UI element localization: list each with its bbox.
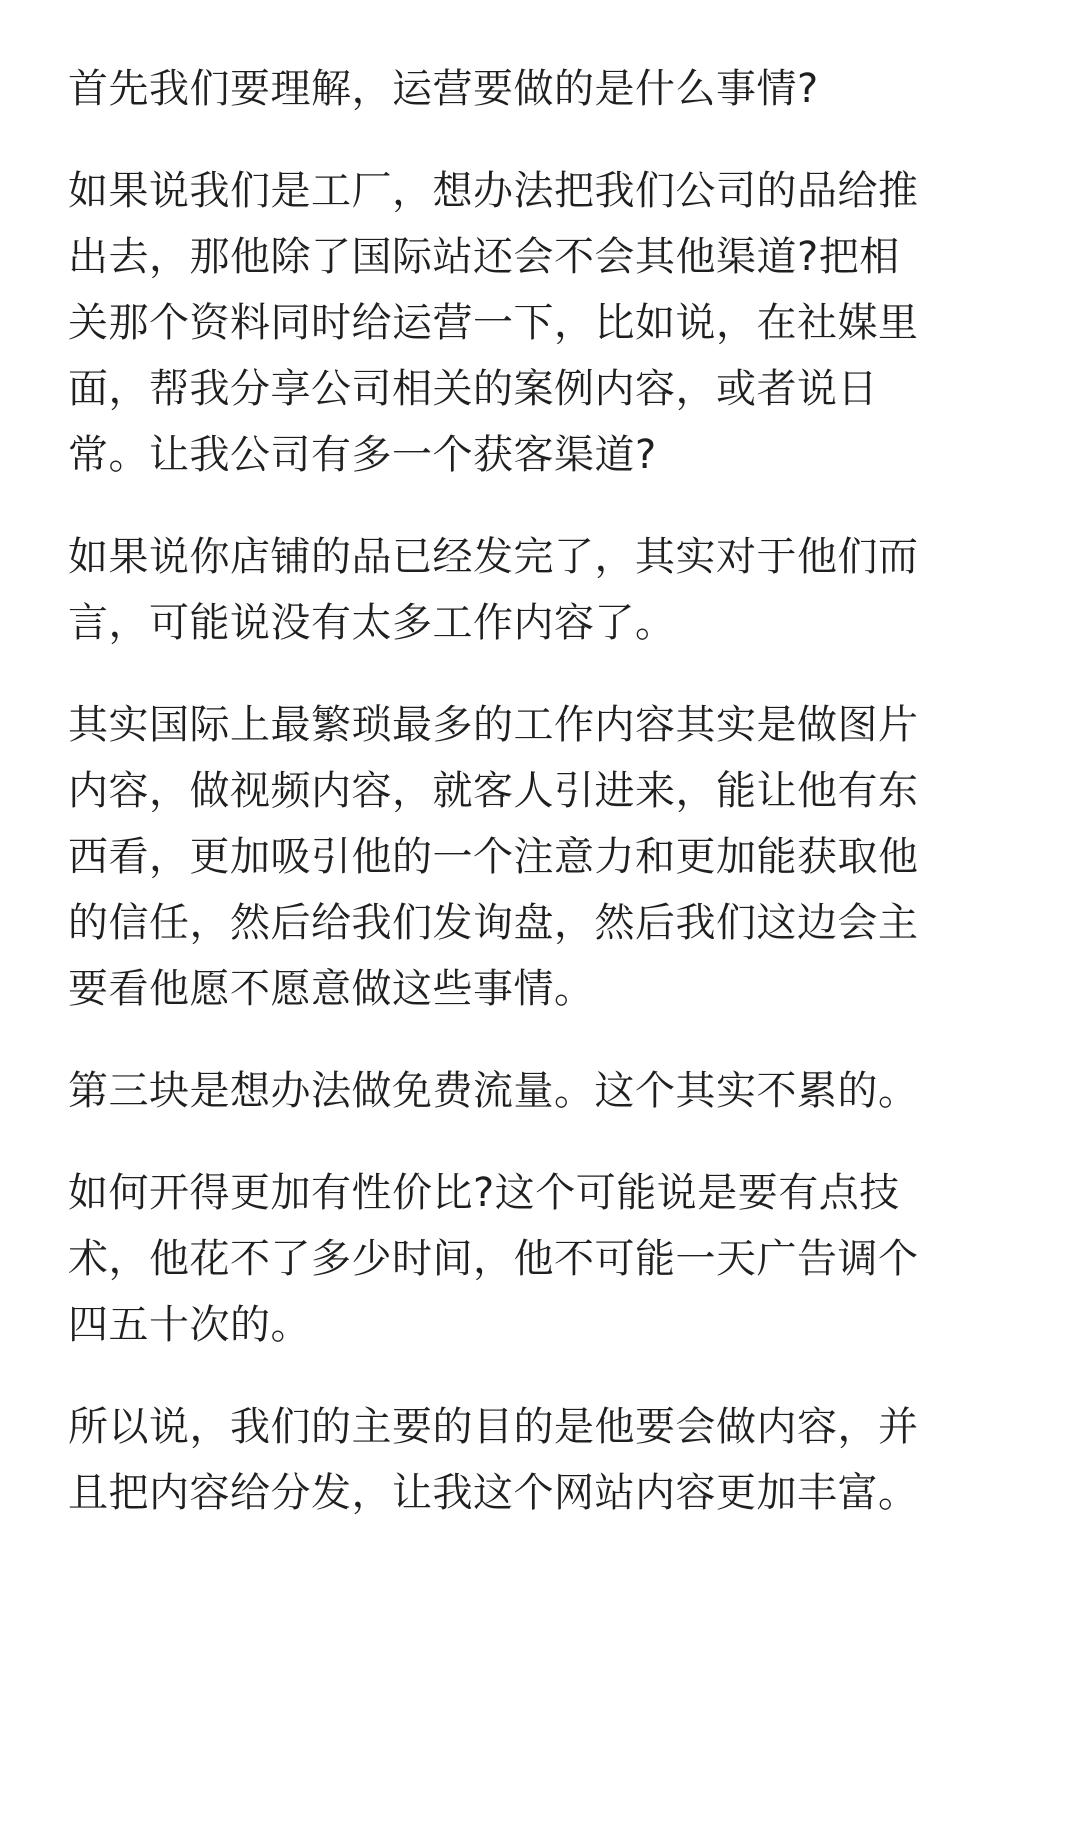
text-line: 其实国际上最繁琐最多的工作内容其实是做图片 [68, 702, 919, 748]
text-line: 第三块是想办法做免费流量。这个其实不累的。 [68, 1068, 919, 1114]
paragraph [68, 1394, 1028, 1526]
paragraph [68, 1058, 1028, 1124]
text-line: 首先我们要理解，运营要做的是什么事情? [68, 66, 819, 112]
text-line: 常。让我公司有多一个获客渠道? [68, 432, 657, 478]
text-line: 出去，那他除了国际站还会不会其他渠道?把相 [68, 234, 900, 280]
text-line: 如果说我们是工厂，想办法把我们公司的品给推 [68, 168, 919, 214]
paragraph [68, 158, 1028, 488]
text-line: 如何开得更加有性价比?这个可能说是要有点技 [68, 1170, 900, 1216]
paragraph [68, 524, 1028, 656]
article-body [68, 56, 1028, 1562]
text-line: 的信任，然后给我们发询盘，然后我们这边会主 [68, 900, 919, 946]
text-line: 四五十次的。 [68, 1302, 311, 1348]
paragraph [68, 56, 1028, 122]
text-line: 内容，做视频内容，就客人引进来，能让他有东 [68, 768, 919, 814]
text-line: 西看，更加吸引他的一个注意力和更加能获取他 [68, 834, 919, 880]
text-line: 如果说你店铺的品已经发完了，其实对于他们而 [68, 534, 919, 580]
text-line: 关那个资料同时给运营一下，比如说，在社媒里 [68, 300, 919, 346]
text-line: 所以说，我们的主要的目的是他要会做内容，并 [68, 1404, 919, 1450]
text-line: 且把内容给分发，让我这个网站内容更加丰富。 [68, 1470, 919, 1516]
text-line: 言，可能说没有太多工作内容了。 [68, 600, 676, 646]
paragraph [68, 692, 1028, 1022]
paragraph [68, 1160, 1028, 1358]
text-line: 术，他花不了多少时间，他不可能一天广告调个 [68, 1236, 919, 1282]
text-line: 要看他愿不愿意做这些事情。 [68, 966, 595, 1012]
text-line: 面，帮我分享公司相关的案例内容，或者说日 [68, 366, 878, 412]
